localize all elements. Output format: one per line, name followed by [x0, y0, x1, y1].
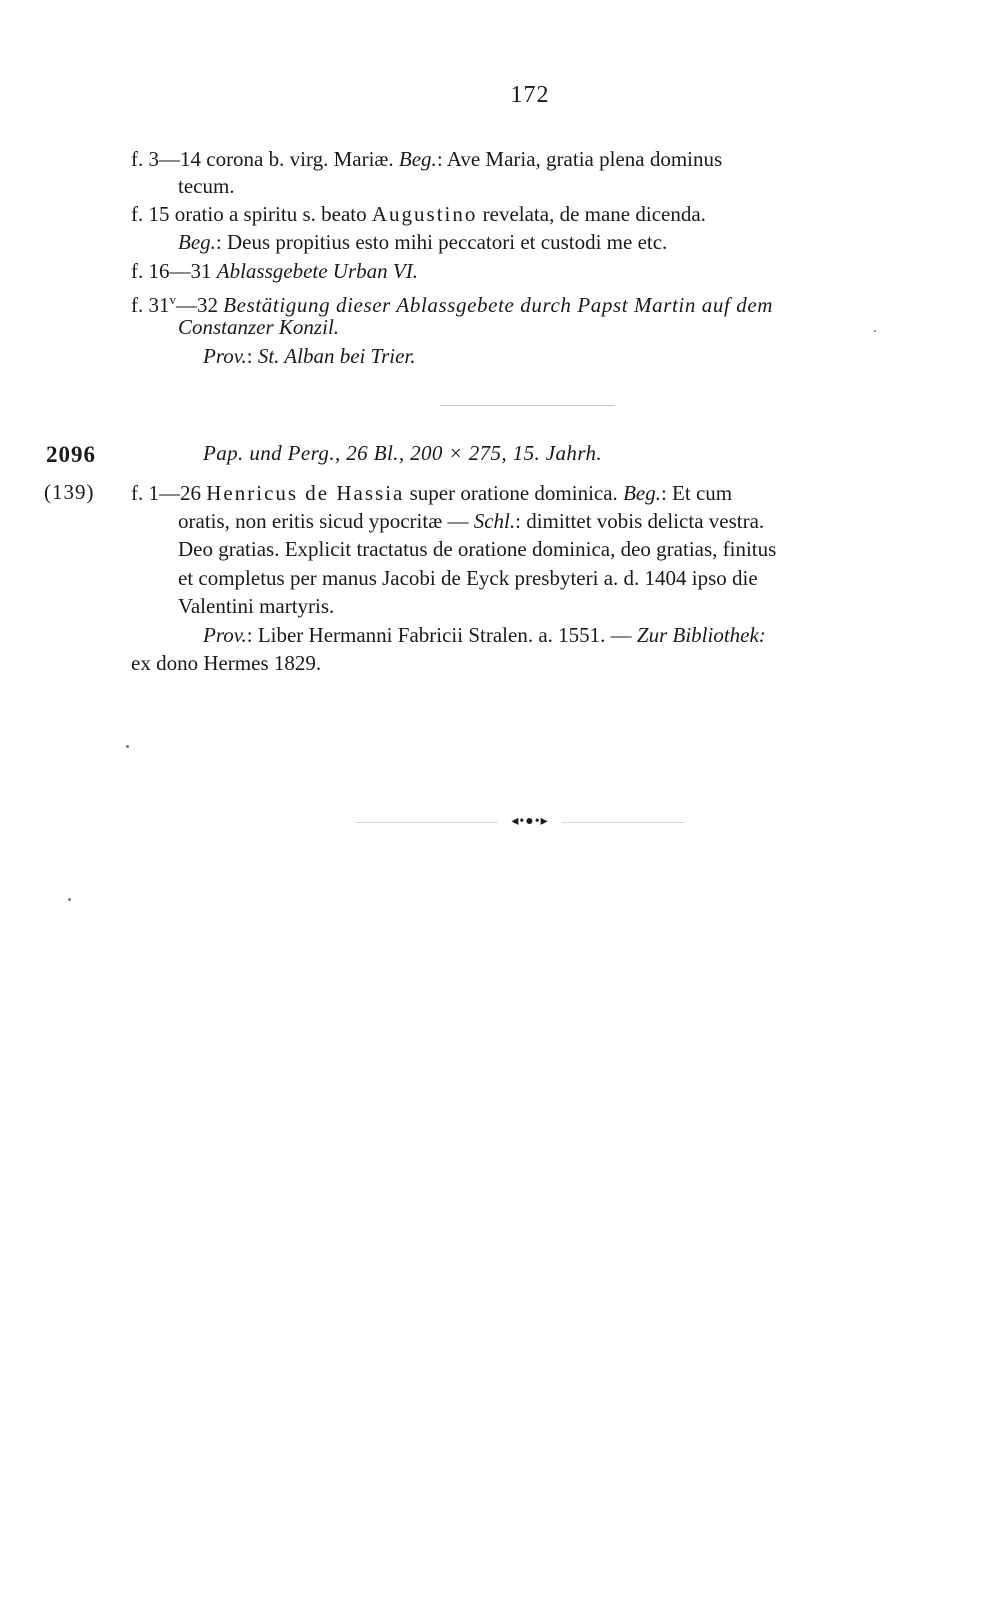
entry-2095-line-6: f. 31$^v$—32 Bestätigung dieser Ablassgebete durch Papst Martin auf dem [131, 292, 774, 317]
ink-speck [874, 330, 876, 332]
ink-speck [126, 745, 129, 748]
entry-2096-header: Pap. und Perg., 26 Bl., 200 × 275, 15. Jahrh. [203, 441, 603, 465]
entry-2096-line-4: et completus per manus Jacobi de Eyck presbyteri a. d. 1404 ipso die [178, 566, 758, 590]
shelf-mark: (139) [44, 480, 95, 504]
entry-2095-line-2: tecum. [178, 174, 235, 198]
ornament-icon: ◂•●•▸ [498, 812, 562, 832]
page-number: 172 [510, 82, 550, 108]
entry-2096-line-2: oratis, non eritis sicud ypocritæ — Schl.: dimittet vobis delicta vestra. [178, 509, 765, 533]
entry-2095-line-4: Beg.: Deus propitius esto mihi peccatori et custodi me etc. [178, 230, 668, 254]
entry-2096-line-7: ex dono Hermes 1829. [131, 651, 322, 675]
section-divider [440, 405, 615, 406]
entry-2095-line-1: f. 3—14 corona b. virg. Mariæ. Beg.: Ave Maria, gratia plena dominus [131, 147, 723, 171]
entry-2095-provenance: Prov.: St. Alban bei Trier. [203, 344, 416, 368]
entry-2095-line-3: f. 15 oratio a spiritu s. beato Augustino revelata, de mane dicenda. [131, 202, 706, 226]
entry-2096-provenance: Prov.: Liber Hermanni Fabricii Stralen. a. 1551. — Zur Bibliothek: [203, 623, 766, 647]
ink-speck [68, 898, 71, 901]
entry-2095-line-5: f. 16—31 Ablassgebete Urban VI. [131, 259, 418, 283]
entry-2096-line-5: Valentini martyris. [178, 594, 335, 618]
entry-2095-line-7: Constanzer Konzil. [178, 315, 340, 339]
entry-number: 2096 [46, 442, 96, 467]
entry-2096-line-3: Deo gratias. Explicit tractatus de oratione dominica, deo gratias, finitus [178, 537, 777, 561]
entry-2096-line-1: f. 1—26 Henricus de Hassia super oratione dominica. Beg.: Et cum [131, 481, 733, 505]
